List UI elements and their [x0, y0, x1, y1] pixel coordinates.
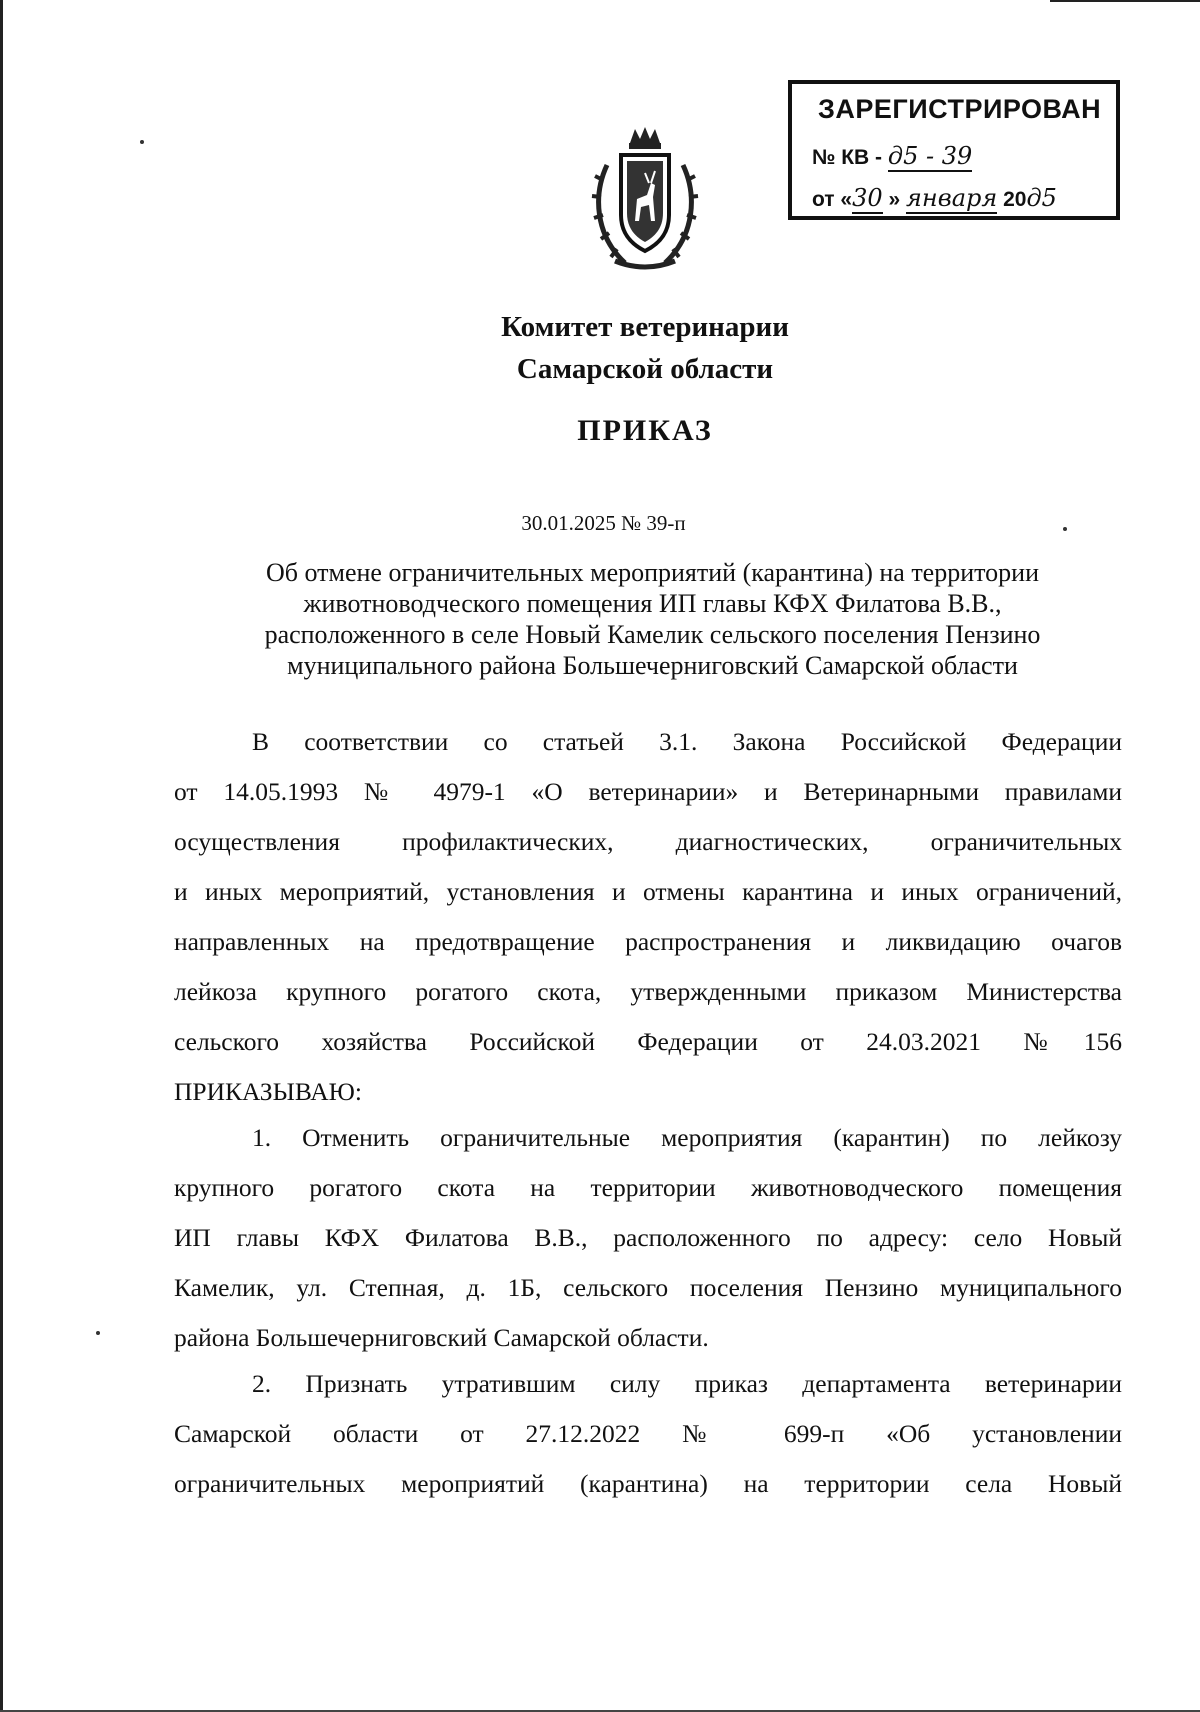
subject-line: животноводческого помещения ИП главы КФХ Филатова В.В.,	[303, 589, 1002, 618]
order-item-1	[174, 1113, 1122, 1363]
registration-stamp	[788, 80, 1120, 220]
stamp-number-handwritten: д5 - 39	[887, 142, 973, 170]
stamp-date-month: января	[906, 184, 998, 212]
preamble-line: и иных мероприятий, установления и отмены карантина и иных ограничений,	[174, 877, 1122, 906]
stamp-number	[812, 142, 972, 170]
org-name-line-1: Комитет ветеринарии	[501, 311, 789, 343]
preamble-paragraph	[174, 717, 1122, 1117]
scan-border-top	[1050, 0, 1200, 2]
item-line: Камелик, ул. Степная, д. 1Б, сельского поселения Пензино муниципального	[174, 1273, 1122, 1302]
item-line: ИП главы КФХ Филатова В.В., расположенного по адресу: село Новый	[174, 1223, 1122, 1252]
scan-border-left	[0, 0, 3, 1712]
stamp-date-prefix: от «	[812, 188, 853, 211]
order-date-number: 30.01.2025 № 39-п	[521, 511, 686, 535]
document-type: ПРИКАЗ	[577, 414, 713, 447]
subject-line: Об отмене ограничительных мероприятий (карантина) на территории	[266, 558, 1039, 587]
preamble-line: В соответствии со статьей 3.1. Закона Российской Федерации	[252, 727, 1122, 756]
stamp-date-day: 30	[852, 184, 883, 212]
item-line: 1. Отменить ограничительные мероприятия (карантин) по лейкозу	[252, 1123, 1122, 1152]
preamble-line: осуществления профилактических, диагностических, ограничительных	[174, 827, 1122, 856]
stamp-number-label: № КВ -	[812, 146, 883, 169]
scan-speck	[96, 1331, 100, 1335]
preamble-line: направленных на предотвращение распространения и ликвидацию очагов	[174, 927, 1122, 956]
item-line: крупного рогатого скота на территории животноводческого помещения	[174, 1173, 1122, 1202]
subject-line: расположенного в селе Новый Камелик сельского поселения Пензино	[264, 620, 1041, 649]
item-line: 2. Признать утратившим силу приказ департамента ветеринарии	[252, 1369, 1122, 1398]
preamble-line: от 14.05.1993 № 4979-1 «О ветеринарии» и Ветеринарными правилами	[174, 777, 1122, 806]
coat-of-arms-icon	[585, 125, 705, 275]
stamp-date	[812, 184, 1057, 212]
item-line: Самарской области от 27.12.2022 № 699-п «Об установлении	[174, 1419, 1122, 1448]
org-name-line-2: Самарской области	[516, 353, 774, 385]
item-line: района Большечерниговский Самарской области.	[174, 1323, 709, 1352]
scan-speck	[140, 140, 144, 144]
stamp-date-mid: »	[888, 188, 901, 211]
order-subject	[150, 557, 1155, 681]
stamp-date-year-suffix: д5	[1026, 184, 1057, 212]
stamp-date-year-prefix: 20	[1003, 188, 1027, 211]
subject-line: муниципального района Большечерниговский Самарской области	[287, 651, 1018, 680]
stamp-title: ЗАРЕГИСТРИРОВАН	[818, 94, 1102, 124]
item-line: ограничительных мероприятий (карантина) на территории села Новый	[174, 1469, 1122, 1498]
order-item-2	[174, 1359, 1122, 1509]
order-verb: ПРИКАЗЫВАЮ:	[174, 1077, 362, 1106]
preamble-line: лейкоза крупного рогатого скота, утвержденными приказом Министерства	[174, 977, 1122, 1006]
preamble-line: сельского хозяйства Российской Федерации от 24.03.2021 №156	[174, 1027, 1122, 1056]
